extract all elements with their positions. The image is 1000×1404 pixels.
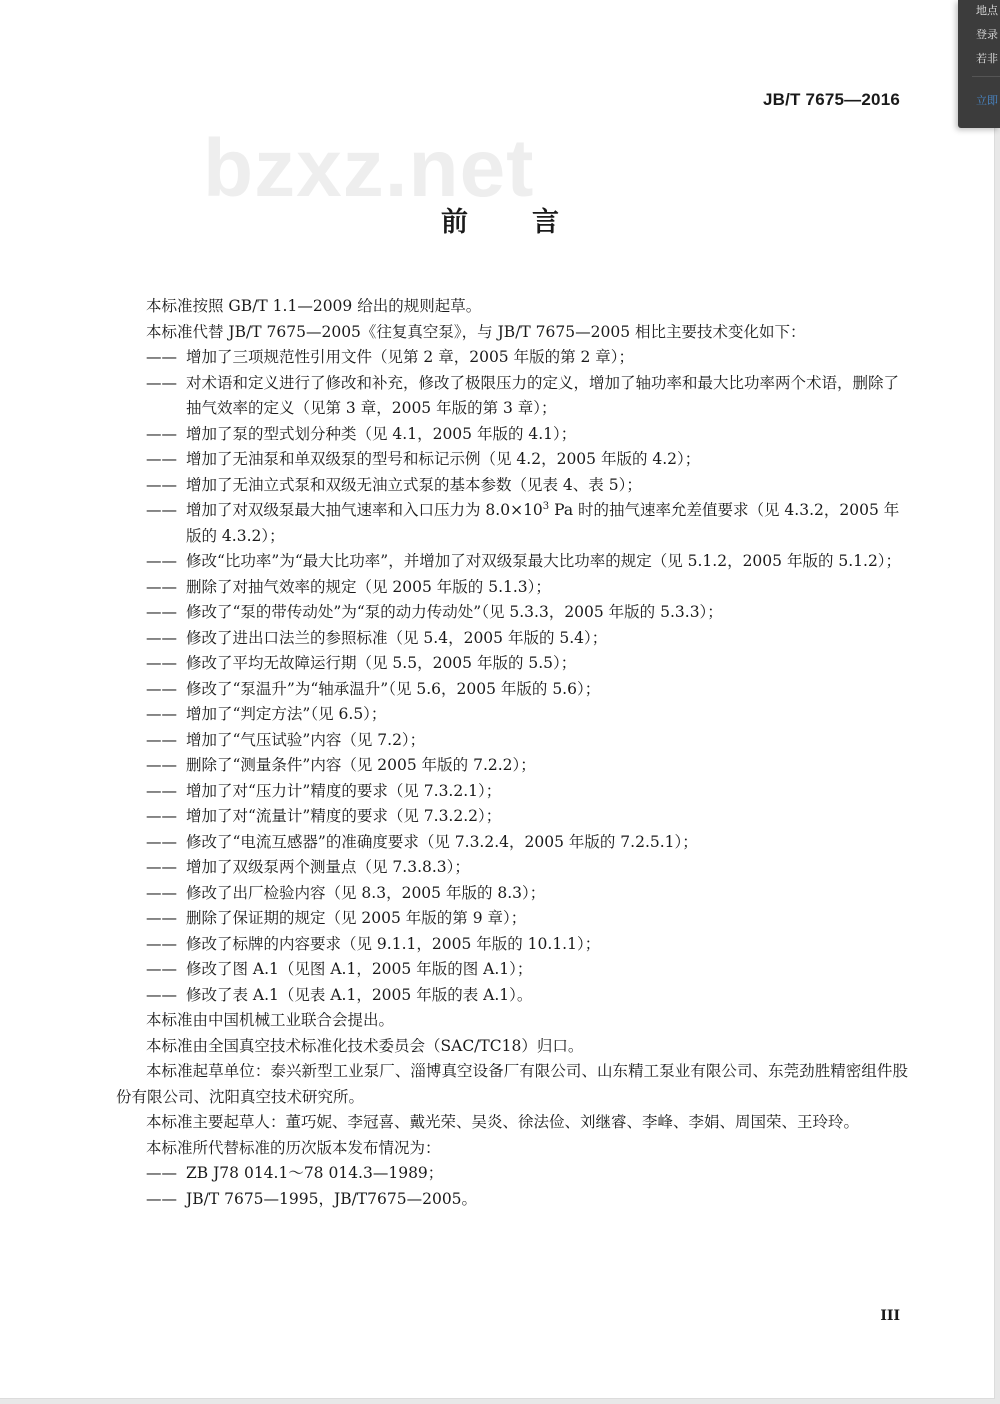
list-dash: —— — [146, 654, 177, 672]
list-dash: —— — [146, 501, 177, 519]
list-dash: —— — [146, 348, 177, 366]
closing-paragraph: 本标准由全国真空技术标准化技术委员会（SAC/TC18）归口。 — [146, 1036, 584, 1055]
intro-paragraph: 本标准按照 GB/T 1.1—2009 给出的规则起草。 — [146, 297, 482, 315]
standard-code: JB/T 7675—2016 — [763, 90, 900, 109]
intro-paragraph: 本标准代替 JB/T 7675—2005《往复真空泵》，与 JB/T 7675—2005 相比主要技术变化如下： — [146, 322, 806, 341]
changes-list — [116, 345, 908, 1008]
item-text: ZB J78 014.1～78 014.3—1989； — [186, 1164, 444, 1182]
item-text: 删除了“测量条件”内容（见 2005 年版的 7.2.2）； — [186, 756, 536, 774]
change-item — [116, 830, 908, 856]
list-dash: —— — [146, 1164, 177, 1182]
history-item — [116, 1161, 908, 1187]
list-dash: —— — [146, 373, 177, 392]
item-text: 增加了对“压力计”精度的要求（见 7.3.2.1）； — [186, 781, 502, 800]
list-dash: —— — [146, 883, 177, 902]
closing-paragraph: 本标准由中国机械工业联合会提出。 — [146, 1011, 395, 1029]
list-dash: —— — [146, 832, 177, 851]
item-text: 增加了无油泵和单双级泵的型号和标记示例（见 4.2，2005 年版的 4.2）； — [186, 450, 701, 468]
popup-line: 地点 — [976, 4, 998, 17]
list-dash: —— — [146, 909, 177, 927]
item-text: 修改“比功率”为“最大比功率”，并增加了对双级泵最大比功率的规定（见 5.1.2，2005 年版的 5.1.2）； — [186, 552, 902, 570]
popup-line: 若非 — [976, 52, 998, 65]
change-item — [116, 575, 908, 601]
item-text: 修改了平均无故障运行期（见 5.5，2005 年版的 5.5）； — [186, 654, 577, 672]
item-text: 增加了无油立式泵和双级无油立式泵的基本参数（见表 4、表 5）； — [186, 475, 642, 494]
change-item — [116, 549, 908, 575]
list-dash: —— — [146, 756, 177, 774]
watermark: bzxz.net — [203, 123, 535, 214]
change-item — [116, 855, 908, 881]
page-title: 前言 — [441, 207, 623, 238]
change-item — [116, 371, 908, 422]
list-dash: —— — [146, 858, 177, 876]
list-dash: —— — [146, 1189, 177, 1208]
item-text: 增加了“判定方法”（见 6.5）； — [186, 705, 387, 723]
change-item — [116, 345, 908, 371]
item-text: 增加了双级泵两个测量点（见 7.3.8.3）； — [186, 858, 470, 876]
item-text: 对术语和定义进行了修改和补充，修改了极限压力的定义，增加了轴功率和最大比功率两个术语，删除了抽气效率的定义（见第 3 章，2005 年版的第 3 章）； — [186, 373, 900, 417]
list-dash: —— — [146, 985, 177, 1004]
closing-paragraph: 本标准起草单位：泰兴新型工业泵厂、淄博真空设备厂有限公司、山东精工泵业有限公司、东莞劲胜精密组件股份有限公司、沈阳真空技术研究所。 — [116, 1062, 908, 1106]
change-item — [116, 753, 908, 779]
item-text: 增加了对“流量计”精度的要求（见 7.3.2.2）； — [186, 807, 502, 825]
list-dash: —— — [146, 552, 177, 570]
change-item — [116, 498, 908, 549]
page-number: III — [880, 1308, 900, 1324]
item-text: 增加了三项规范性引用文件（见第 2 章，2005 年版的第 2 章）； — [186, 348, 635, 366]
history-list — [116, 1161, 908, 1212]
item-text: 修改了“泵的带传动处”为“泵的动力传动处”（见 5.3.3，2005 年版的 5.3.3）； — [186, 603, 723, 621]
change-item — [116, 881, 908, 907]
exponent: 3 — [542, 500, 550, 512]
item-text: 修改了表 A.1（见表 A.1，2005 年版的表 A.1）。 — [186, 985, 533, 1004]
list-dash: —— — [146, 577, 177, 596]
list-dash: —— — [146, 705, 177, 723]
item-text: 增加了泵的型式划分种类（见 4.1，2005 年版的 4.1）； — [186, 424, 577, 443]
list-dash: —— — [146, 450, 177, 468]
closing-paragraph: 本标准主要起草人：董巧妮、李冠喜、戴光荣、吴炎、徐法俭、刘继睿、李峰、李娟、周国荣、王玲玲。 — [146, 1113, 860, 1131]
change-item — [116, 779, 908, 805]
change-item — [116, 983, 908, 1009]
item-text: 修改了“电流互感器”的准确度要求（见 7.3.2.4，2005 年版的 7.2.5.1）； — [186, 832, 698, 851]
list-dash: —— — [146, 960, 177, 978]
change-item — [116, 651, 908, 677]
change-item — [116, 728, 908, 754]
popup-divider — [972, 76, 1000, 77]
login-popup — [958, 0, 1000, 128]
change-item — [116, 702, 908, 728]
change-item — [116, 932, 908, 958]
closing-paragraph: 本标准所代替标准的历次版本发布情况为： — [146, 1138, 441, 1157]
item-text: 删除了对抽气效率的规定（见 2005 年版的 5.1.3）； — [186, 577, 551, 596]
list-dash: —— — [146, 628, 177, 647]
history-item — [116, 1187, 908, 1213]
item-text: 删除了保证期的规定（见 2005 年版的第 9 章）； — [186, 909, 527, 927]
change-item — [116, 804, 908, 830]
change-item — [116, 957, 908, 983]
popup-line: 登录 — [976, 28, 998, 41]
change-item — [116, 447, 908, 473]
change-item — [116, 906, 908, 932]
list-dash: —— — [146, 781, 177, 800]
item-text: 修改了“泵温升”为“轴承温升”（见 5.6，2005 年版的 5.6）； — [186, 679, 601, 698]
list-dash: —— — [146, 475, 177, 494]
item-text: 修改了进出口法兰的参照标准（见 5.4，2005 年版的 5.4）； — [186, 628, 608, 647]
popup-login-link[interactable]: 立即 — [976, 94, 998, 107]
list-dash: —— — [146, 679, 177, 698]
document-body — [116, 294, 908, 1212]
item-text: JB/T 7675—1995，JB/T7675—2005。 — [186, 1189, 478, 1208]
change-item — [116, 600, 908, 626]
item-text: 修改了标牌的内容要求（见 9.1.1，2005 年版的 10.1.1）； — [186, 934, 601, 953]
change-item — [116, 626, 908, 652]
item-text: 增加了对双级泵最大抽气速率和入口压力为 $8.0\times 10^3$ Pa 时的抽气速率允差值要求（见 4.3.2，2005 年版的 4.3.2）； — [186, 500, 900, 545]
item-text: 修改了图 A.1（见图 A.1，2005 年版的图 A.1）； — [186, 960, 533, 978]
list-dash: —— — [146, 424, 177, 443]
item-text: 修改了出厂检验内容（见 8.3，2005 年版的 8.3）； — [186, 883, 546, 902]
list-dash: —— — [146, 730, 177, 749]
change-item — [116, 677, 908, 703]
list-dash: —— — [146, 934, 177, 953]
item-text: 增加了“气压试验”内容（见 7.2）； — [186, 730, 426, 749]
change-item — [116, 473, 908, 499]
change-item — [116, 422, 908, 448]
list-dash: —— — [146, 603, 177, 621]
list-dash: —— — [146, 807, 177, 825]
